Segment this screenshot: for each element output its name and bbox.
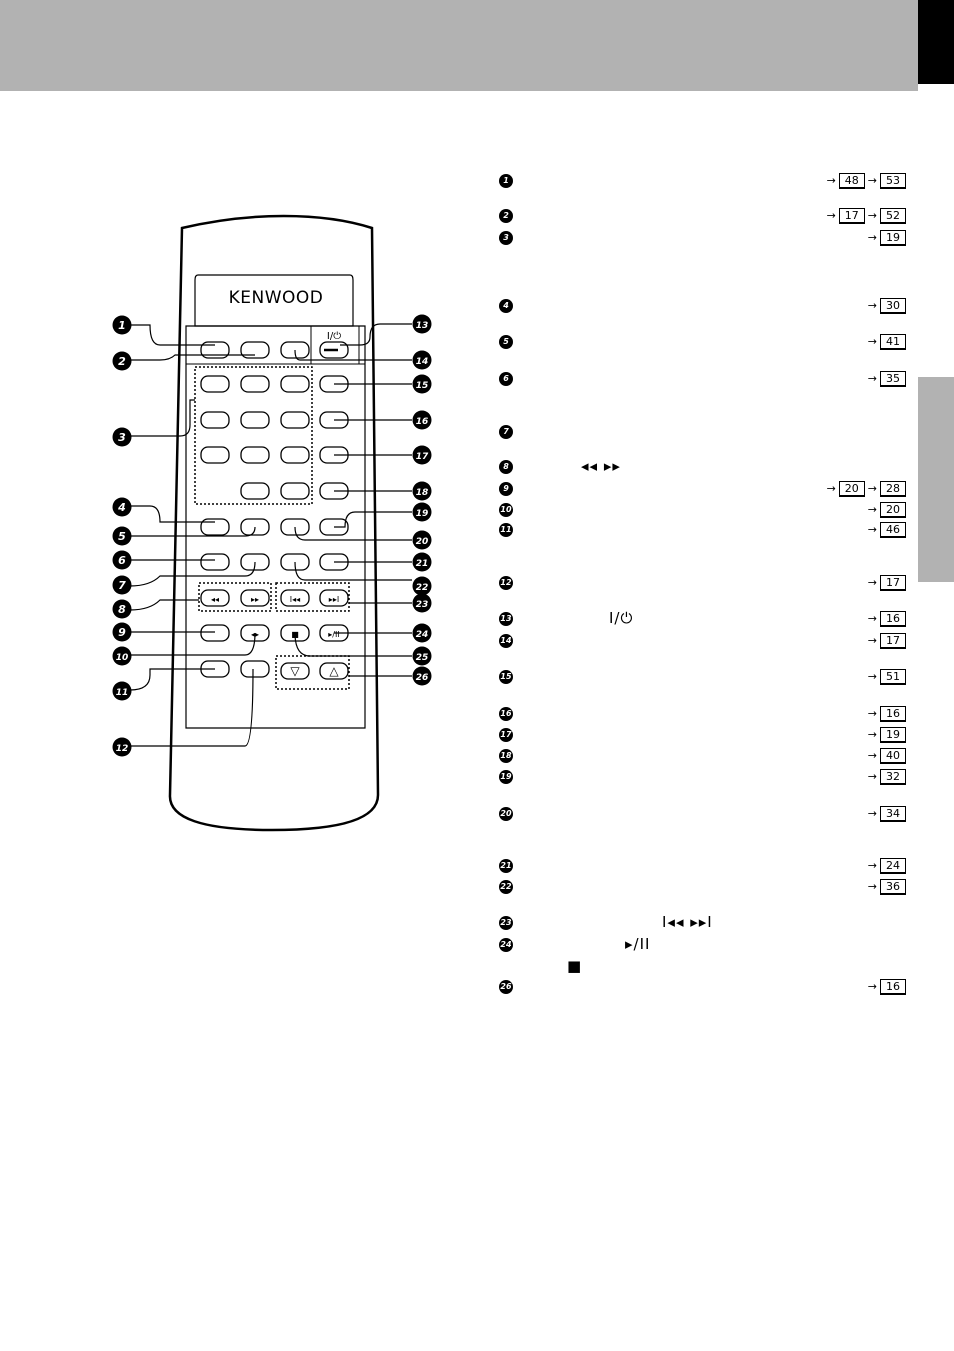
- page-ref-book[interactable]: 35: [880, 371, 906, 387]
- page-references: [868, 575, 906, 591]
- page-ref-book[interactable]: 52: [880, 208, 906, 224]
- legend-number: 5: [499, 335, 513, 349]
- key-7[interactable]: [201, 447, 229, 463]
- stop-button-symbol: ■: [291, 630, 299, 639]
- legend-row: [499, 457, 919, 480]
- page-ref-book[interactable]: 19: [880, 230, 906, 246]
- legend-row: [499, 335, 919, 355]
- legend-number: 24: [499, 938, 513, 952]
- legend-number: 2: [499, 209, 513, 223]
- legend-number: 14: [499, 634, 513, 648]
- page-references: [868, 769, 906, 785]
- arrow-right-icon: →: [867, 980, 877, 993]
- legend-row: [499, 880, 919, 900]
- page-references: [868, 633, 906, 649]
- button-9[interactable]: [201, 625, 229, 641]
- page-ref-book[interactable]: 28: [880, 481, 906, 497]
- arrow-right-icon: →: [867, 482, 877, 495]
- key-9[interactable]: [281, 447, 309, 463]
- arrow-right-icon: →: [867, 503, 877, 516]
- legend-row: [499, 957, 919, 980]
- arrow-right-icon: →: [867, 209, 877, 222]
- legend-number: 6: [499, 372, 513, 386]
- svg-text:5: 5: [118, 530, 126, 543]
- svg-text:2: 2: [118, 355, 126, 368]
- svg-text:25: 25: [415, 653, 429, 663]
- page-references: [868, 522, 906, 538]
- svg-text:21: 21: [415, 559, 429, 569]
- page-ref-book[interactable]: 24: [880, 858, 906, 874]
- legend-row: [499, 503, 919, 523]
- up-button[interactable]: [320, 663, 348, 679]
- arrow-right-icon: →: [826, 209, 836, 222]
- legend-number: 4: [499, 299, 513, 313]
- legend-row: [499, 523, 919, 543]
- side-tab: [918, 377, 954, 582]
- legend-row: [499, 749, 919, 769]
- legend-number: 8: [499, 460, 513, 474]
- key-1[interactable]: [201, 376, 229, 392]
- arrow-right-icon: →: [826, 174, 836, 187]
- callout-11: [113, 682, 132, 701]
- page-ref-book[interactable]: 46: [880, 522, 906, 538]
- arrow-right-icon: →: [867, 880, 877, 893]
- arrow-right-icon: →: [867, 174, 877, 187]
- svg-text:1: 1: [118, 319, 126, 332]
- page-ref-book[interactable]: 30: [880, 298, 906, 314]
- callout-23: [413, 594, 432, 613]
- svg-text:4: 4: [118, 501, 126, 514]
- legend-number: 9: [499, 482, 513, 496]
- next-track-button-symbol: ▸▸I: [328, 595, 340, 604]
- legend-symbol: I◂◂ ▸▸I: [662, 913, 713, 931]
- page-references: [868, 748, 906, 764]
- legend-row: [499, 913, 919, 936]
- callout-12: [113, 738, 132, 757]
- arrow-right-icon: →: [867, 634, 877, 647]
- arrow-right-icon: →: [867, 372, 877, 385]
- up-button-symbol: △: [329, 664, 339, 678]
- legend-row: [499, 707, 919, 727]
- legend-number: 15: [499, 670, 513, 684]
- legend-number: 1: [499, 174, 513, 188]
- page-ref-book[interactable]: 19: [880, 727, 906, 743]
- button-6[interactable]: [201, 554, 229, 570]
- legend-row: [499, 770, 919, 790]
- svg-text:11: 11: [115, 688, 129, 698]
- callout-7: [113, 576, 132, 595]
- legend-number: 18: [499, 749, 513, 763]
- page-references: [868, 230, 906, 246]
- corner-tab: [918, 0, 954, 84]
- svg-text:8: 8: [118, 603, 126, 616]
- key-plus10[interactable]: [281, 483, 309, 499]
- legend-row: [499, 231, 919, 251]
- arrow-right-icon: →: [867, 335, 877, 348]
- page-references: [868, 706, 906, 722]
- callout-2: [113, 352, 132, 371]
- page-ref-book[interactable]: 41: [880, 334, 906, 350]
- page-references: [827, 481, 906, 497]
- svg-text:26: 26: [415, 673, 429, 683]
- legend-number: 7: [499, 425, 513, 439]
- legend-row: [499, 372, 919, 392]
- svg-text:10: 10: [115, 653, 129, 663]
- remote-diagram: [0, 0, 470, 860]
- callout-18: [413, 482, 432, 501]
- legend-row: [499, 634, 919, 654]
- legend-number: 23: [499, 916, 513, 930]
- svg-text:3: 3: [118, 431, 126, 444]
- callout-25: [413, 647, 432, 666]
- legend-row: [499, 728, 919, 748]
- page-references: [868, 879, 906, 895]
- callout-6: [113, 551, 132, 570]
- page-references: [868, 371, 906, 387]
- legend-row: [499, 299, 919, 319]
- arrow-right-icon: →: [867, 231, 877, 244]
- arrow-right-icon: →: [867, 807, 877, 820]
- brand-logo: KENWOOD: [228, 288, 324, 308]
- svg-text:20: 20: [415, 537, 429, 547]
- callout-10: [113, 647, 132, 666]
- legend-symbol: I/⏻: [609, 609, 634, 627]
- svg-text:6: 6: [118, 554, 126, 567]
- page-ref-book[interactable]: 53: [880, 173, 906, 189]
- page-ref-book[interactable]: 48: [839, 173, 865, 189]
- legend-number: 26: [499, 980, 513, 994]
- callout-4: [113, 498, 132, 517]
- page-ref-book[interactable]: 16: [880, 979, 906, 995]
- svg-text:7: 7: [118, 579, 126, 592]
- page-ref-book[interactable]: 32: [880, 769, 906, 785]
- svg-text:19: 19: [415, 509, 429, 519]
- page-ref-book[interactable]: 17: [880, 633, 906, 649]
- legend-number: 10: [499, 503, 513, 517]
- key-6[interactable]: [281, 412, 309, 428]
- legend-number: 12: [499, 576, 513, 590]
- page-ref-book[interactable]: 34: [880, 806, 906, 822]
- legend-symbol: ▸/II: [625, 935, 651, 953]
- key-4[interactable]: [201, 412, 229, 428]
- down-button-symbol: ▽: [290, 664, 300, 678]
- callout-3: [113, 428, 132, 447]
- key-2[interactable]: [241, 376, 269, 392]
- rewind-button[interactable]: [201, 590, 229, 606]
- svg-text:9: 9: [118, 626, 126, 639]
- callout-16: [413, 411, 432, 430]
- page-references: [868, 727, 906, 743]
- callout-22: [413, 577, 432, 596]
- legend-row: [499, 425, 919, 445]
- page-ref-book[interactable]: 40: [880, 748, 906, 764]
- page-ref-book[interactable]: 36: [880, 879, 906, 895]
- key-8[interactable]: [241, 447, 269, 463]
- page-ref-book[interactable]: 17: [839, 208, 865, 224]
- page-ref-book[interactable]: 16: [880, 706, 906, 722]
- callout-8: [113, 600, 132, 619]
- prev-track-button[interactable]: [281, 590, 309, 606]
- legend-row: [499, 482, 919, 502]
- callout-15: [413, 375, 432, 394]
- page-ref-book[interactable]: 51: [880, 669, 906, 685]
- svg-text:22: 22: [415, 583, 429, 593]
- page-references: [868, 979, 906, 995]
- arrow-right-icon: →: [867, 770, 877, 783]
- callout-5: [113, 527, 132, 546]
- power-label: I/⏻: [326, 331, 342, 342]
- arrow-right-icon: →: [867, 612, 877, 625]
- svg-text:23: 23: [415, 600, 429, 610]
- callout-20: [413, 531, 432, 550]
- legend-row: [499, 807, 919, 827]
- callout-17: [413, 446, 432, 465]
- fast-forward-button-symbol: ▸▸: [250, 595, 260, 604]
- page-references: [868, 502, 906, 518]
- page-references: [868, 334, 906, 350]
- arrow-right-icon: →: [867, 299, 877, 312]
- legend-number: 20: [499, 807, 513, 821]
- page-references: [868, 806, 906, 822]
- legend-row: [499, 209, 919, 229]
- arrow-right-icon: →: [867, 670, 877, 683]
- button-12[interactable]: [241, 661, 269, 677]
- callout-9: [113, 623, 132, 642]
- legend-number: 21: [499, 859, 513, 873]
- key-0[interactable]: [241, 483, 269, 499]
- svg-text:15: 15: [415, 381, 429, 391]
- page-ref-book[interactable]: 17: [880, 575, 906, 591]
- legend-number: 13: [499, 612, 513, 626]
- legend-row: [499, 980, 919, 1000]
- svg-text:17: 17: [415, 452, 429, 462]
- page-references: [868, 298, 906, 314]
- legend-row: [499, 935, 919, 958]
- callout-26: [413, 667, 432, 686]
- callout-14: [413, 351, 432, 370]
- svg-text:14: 14: [415, 357, 429, 367]
- page-references: [868, 669, 906, 685]
- callout-21: [413, 553, 432, 572]
- page-references: [868, 858, 906, 874]
- legend-symbol: ◂◂ ▸▸: [581, 457, 621, 475]
- arrow-right-icon: →: [867, 707, 877, 720]
- legend-row: [499, 859, 919, 879]
- legend-row: [499, 670, 919, 690]
- legend-number: 11: [499, 523, 513, 537]
- next-track-button[interactable]: [320, 590, 348, 606]
- page-references: [868, 611, 906, 627]
- left-right-button-symbol: ◂▸: [250, 630, 260, 639]
- arrow-right-icon: →: [826, 482, 836, 495]
- svg-text:18: 18: [415, 488, 429, 498]
- legend-symbol: ■: [567, 957, 583, 975]
- legend-row: [499, 174, 919, 194]
- svg-text:13: 13: [415, 321, 429, 331]
- arrow-right-icon: →: [867, 576, 877, 589]
- page-ref-book[interactable]: 20: [839, 481, 865, 497]
- callout-13: [413, 315, 432, 334]
- arrow-right-icon: →: [867, 728, 877, 741]
- legend-row: [499, 609, 919, 632]
- key-3[interactable]: [281, 376, 309, 392]
- arrow-right-icon: →: [867, 523, 877, 536]
- page-ref-book[interactable]: 16: [880, 611, 906, 627]
- legend-number: 17: [499, 728, 513, 742]
- play-pause-button-symbol: ▸/II: [328, 630, 340, 639]
- callout-24: [413, 624, 432, 643]
- page-ref-book[interactable]: 20: [880, 502, 906, 518]
- fast-forward-button[interactable]: [241, 590, 269, 606]
- page-references: [827, 208, 906, 224]
- prev-track-button-symbol: I◂◂: [289, 595, 301, 604]
- key-5[interactable]: [241, 412, 269, 428]
- arrow-right-icon: →: [867, 749, 877, 762]
- arrow-right-icon: →: [867, 859, 877, 872]
- legend-number: 3: [499, 231, 513, 245]
- legend-number: 19: [499, 770, 513, 784]
- rewind-button-symbol: ◂◂: [210, 595, 220, 604]
- legend-row: [499, 576, 919, 596]
- page-references: [827, 173, 906, 189]
- legend-number: 22: [499, 880, 513, 894]
- callout-19: [413, 503, 432, 522]
- svg-text:16: 16: [415, 417, 429, 427]
- legend-number: 16: [499, 707, 513, 721]
- down-button[interactable]: [281, 663, 309, 679]
- svg-text:24: 24: [415, 630, 429, 640]
- callout-1: [113, 316, 132, 335]
- svg-text:12: 12: [115, 744, 129, 754]
